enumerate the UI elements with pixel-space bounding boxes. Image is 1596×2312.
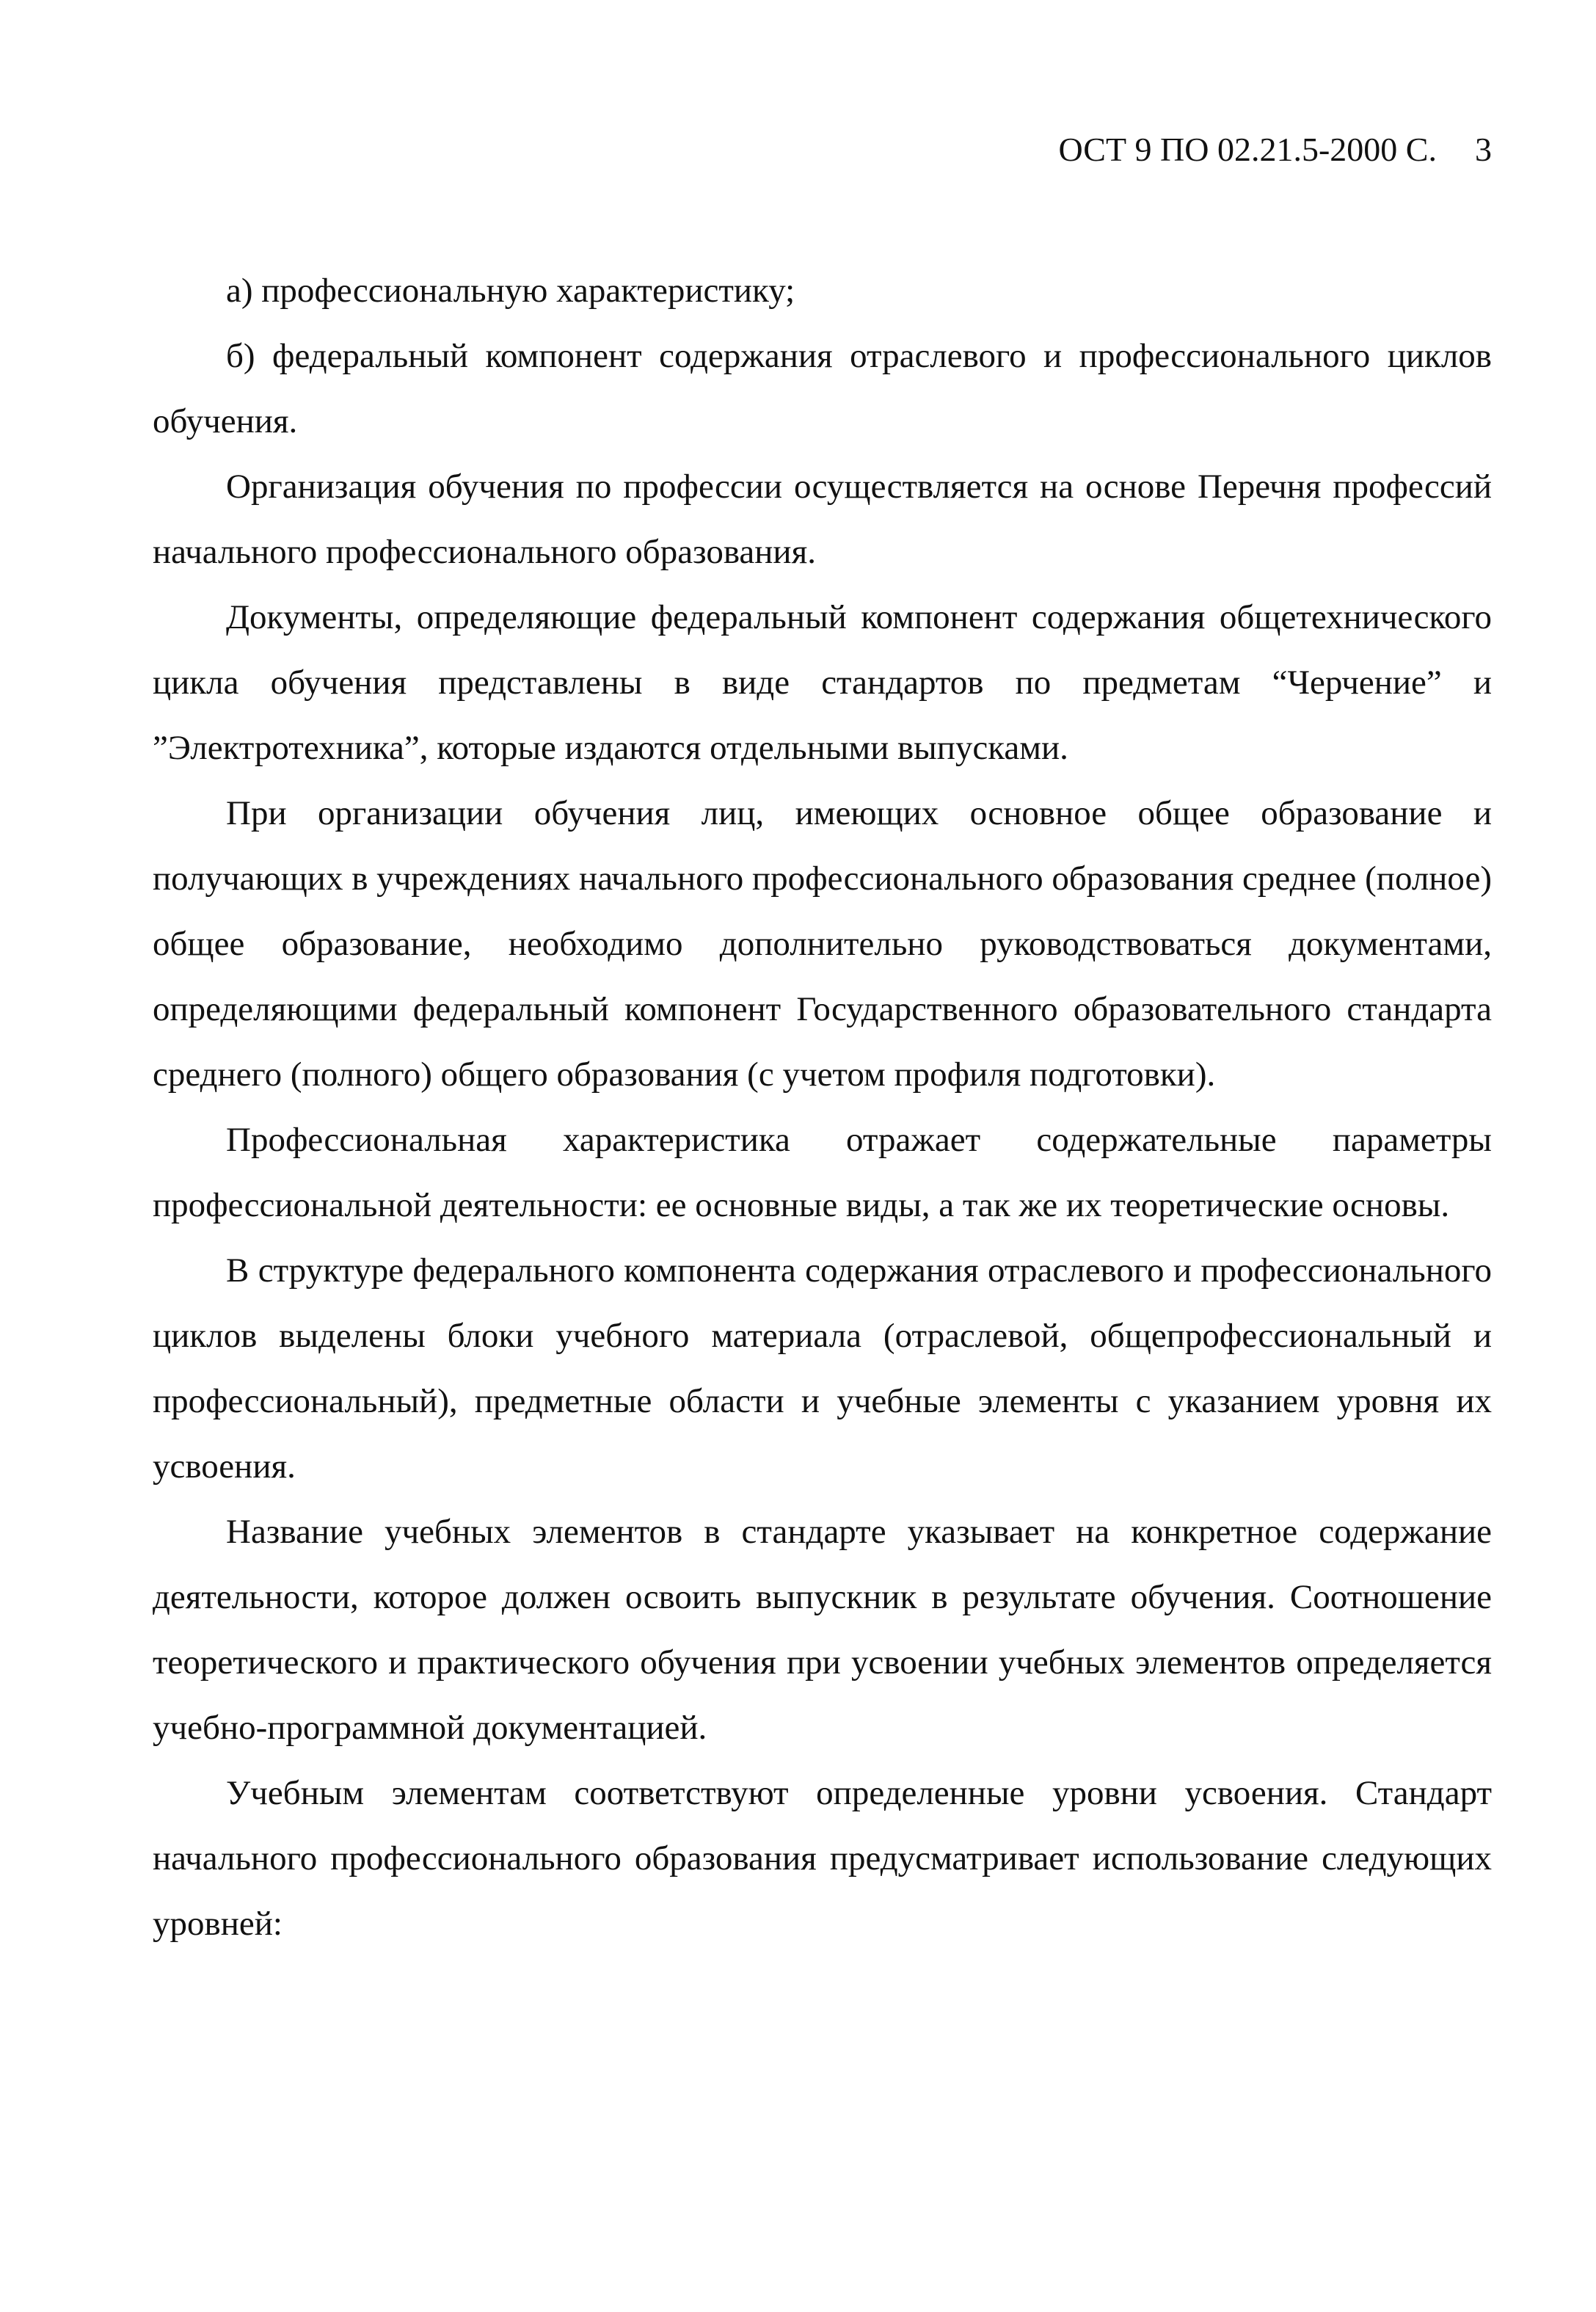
paragraph-list-item-a: а) профессиональную характеристику; bbox=[226, 272, 795, 310]
paragraph: Учебным элементам соответствуют определенные уровни усвоения. Стандарт начального профессионального образования предусматривает использование следующих уровней: bbox=[153, 1774, 1492, 1943]
paragraph: Название учебных элементов в стандарте указывает на конкретное содержание деятельности, которое должен освоить выпускник в результате обучения. Соотношение теоретического и практического обучения при усвоении учебных элементов определяется учебно-программной документацией. bbox=[153, 1513, 1492, 1747]
document-body bbox=[153, 258, 1492, 1957]
page-number: 3 bbox=[1475, 131, 1492, 168]
page-header bbox=[1058, 129, 1492, 170]
paragraph: При организации обучения лиц, имеющих основное общее образование и получающих в учреждениях начального профессионального образования среднее (полное) общее образование, необходимо дополнительно руководствоваться документами, определяющими федеральный компонент Государственного образовательного стандарта среднего (полного) общего образования (с учетом профиля подготовки). bbox=[153, 794, 1493, 1094]
paragraph: Документы, определяющие федеральный компонент содержания общетехнического цикла обучения представлены в виде стандартов по предметам “Черчение” и ”Электротехника”, которые издаются отдельными выпусками. bbox=[153, 598, 1492, 767]
paragraph: Организация обучения по профессии осуществляется на основе Перечня профессий начального профессионального образования. bbox=[153, 468, 1492, 571]
paragraph: Профессиональная характеристика отражает содержательные параметры профессиональной деятельности: ее основные виды, а так же их теоретические основы. bbox=[153, 1121, 1492, 1224]
document-code: ОСТ 9 ПО 02.21.5-2000 С. bbox=[1058, 131, 1437, 168]
paragraph: В структуре федерального компонента содержания отраслевого и профессионального циклов выделены блоки учебного материала (отраслевой, общепрофессиональный и профессиональный), предметные области и учебные элементы с указанием уровня их усвоения. bbox=[153, 1251, 1492, 1486]
paragraph-list-item-b: б) федеральный компонент содержания отраслевого и профессионального циклов обучения. bbox=[153, 337, 1492, 440]
